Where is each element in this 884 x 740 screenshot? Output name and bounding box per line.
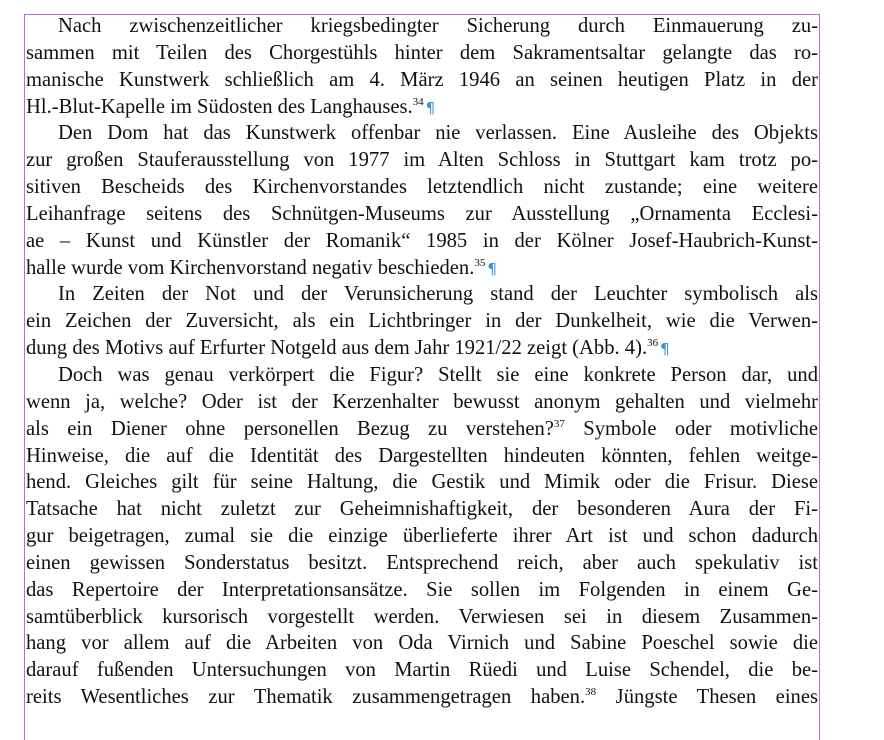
footnote-marker[interactable]: 36 xyxy=(647,337,659,350)
text-line xyxy=(26,335,818,362)
pilcrow-icon: ¶ xyxy=(487,259,497,278)
text-line xyxy=(26,201,818,228)
line-text: darauf fußenden Untersuchungen von Martin Rüedi und Luise Schendel, die be- xyxy=(26,659,818,682)
line-text: In Zeiten der Not und der Verunsicherung stand der Leuchter symbolisch als xyxy=(58,283,818,306)
text-line xyxy=(26,362,818,389)
footnote-marker[interactable]: 37 xyxy=(553,417,565,430)
line-text: manische Kunstwerk schließlich am 4. März 1946 an seinen heutigen Platz in der xyxy=(26,68,818,91)
text-frame-left-edge xyxy=(24,14,25,740)
text-line xyxy=(26,147,818,174)
text-line xyxy=(26,389,818,416)
footnote-marker[interactable]: 35 xyxy=(474,256,486,269)
text-frame-right-edge xyxy=(819,14,820,740)
text-line xyxy=(26,443,818,470)
text-line xyxy=(26,13,818,40)
line-text: Hinweise, die auf die Identität des Dargestellten hindeuten könnten, fehlen weitge- xyxy=(26,444,818,467)
text-line xyxy=(26,174,818,201)
line-text-continuation: Jüngste Thesen eines xyxy=(596,686,818,709)
line-text: sitiven Bescheids des Kirchenvorstandes letztendlich nicht zustande; eine weitere xyxy=(26,176,818,199)
line-text: halle wurde vom Kirchenvorstand negativ beschieden. xyxy=(26,256,475,279)
line-text: dung des Motivs auf Erfurter Notgeld aus dem Jahr 1921/22 zeigt (Abb. 4). xyxy=(26,337,648,360)
line-text: zur großen Stauferausstellung von 1977 im Alten Schloss in Stuttgart kam trotz po- xyxy=(26,149,818,172)
line-text: Leihanfrage seitens des Schnütgen-Museums zur Ausstellung „Ornamenta Ecclesi- xyxy=(26,202,818,225)
line-text: Den Dom hat das Kunstwerk offenbar nie verlassen. Eine Ausleihe des Objekts xyxy=(58,122,818,145)
line-text: Tatsache hat nicht zuletzt zur Geheimnishaftigkeit, der besonderen Aura der Fi- xyxy=(26,498,818,521)
footnote-marker[interactable]: 38 xyxy=(585,686,597,699)
footnote-marker[interactable]: 34 xyxy=(412,95,424,108)
line-text: Nach zwischenzeitlicher kriegsbedingter Sicherung durch Einmauerung zu- xyxy=(58,15,818,37)
text-line xyxy=(26,469,818,496)
line-text: ae – Kunst und Künstler der Romanik“ 1985 in der Kölner Josef-Haubrich-Kunst- xyxy=(26,229,818,252)
line-text: samtüberblick kursorisch vorgestellt werden. Verwiesen sei in diesem Zusammen- xyxy=(26,605,818,628)
line-text: ein Zeichen der Zuversicht, als ein Lichtbringer in der Dunkelheit, wie die Verwen- xyxy=(26,310,818,333)
text-line xyxy=(26,308,818,335)
line-text: sammen mit Teilen des Chorgestühls hinter dem Sakramentsaltar gelangte das ro- xyxy=(26,41,818,64)
text-line xyxy=(26,550,818,577)
text-line xyxy=(26,94,818,121)
text-line xyxy=(26,577,818,604)
text-line xyxy=(26,228,818,255)
line-text: einen gewissen Sonderstatus besitzt. Entsprechend reich, aber auch spekulativ ist xyxy=(26,551,818,574)
line-text: reits Wesentliches zur Thematik zusammengetragen haben. xyxy=(26,686,586,709)
line-text: als ein Diener ohne personellen Bezug zu verstehen? xyxy=(26,417,554,440)
text-line xyxy=(26,496,818,523)
text-line xyxy=(26,630,818,657)
line-text: Hl.-Blut-Kapelle im Südosten des Langhauses. xyxy=(26,95,413,118)
line-text: hend. Gleiches gilt für seine Haltung, die Gestik und Mimik oder die Frisur. Diese xyxy=(26,471,818,494)
text-line xyxy=(26,684,818,711)
line-text-continuation: Symbole oder motivliche xyxy=(564,417,818,440)
pilcrow-icon: ¶ xyxy=(425,98,436,117)
text-line xyxy=(26,523,818,550)
text-line xyxy=(26,255,818,282)
text-line xyxy=(26,604,818,631)
text-line xyxy=(26,40,818,67)
line-text: wenn ja, welche? Oder ist der Kerzenhalter bewusst anonym gehalten und vielmehr xyxy=(26,390,818,413)
body-text-frame[interactable] xyxy=(26,13,818,711)
pilcrow-icon: ¶ xyxy=(660,340,670,359)
line-text: gur beigetragen, zumal sie die einzige überlieferte ihrer Art ist und schon dadurch xyxy=(26,525,818,548)
line-text: hang vor allem auf die Arbeiten von Oda Virnich und Sabine Poeschel sowie die xyxy=(26,632,818,655)
text-line xyxy=(26,120,818,147)
text-line xyxy=(26,281,818,308)
line-text: Doch was genau verkörpert die Figur? Stellt sie eine konkrete Person dar, und xyxy=(58,363,818,386)
text-line xyxy=(26,657,818,684)
line-text: das Repertoire der Interpretationsansätze. Sie sollen im Folgenden in einem Ge- xyxy=(26,578,818,601)
text-line xyxy=(26,416,818,443)
text-line xyxy=(26,67,818,94)
